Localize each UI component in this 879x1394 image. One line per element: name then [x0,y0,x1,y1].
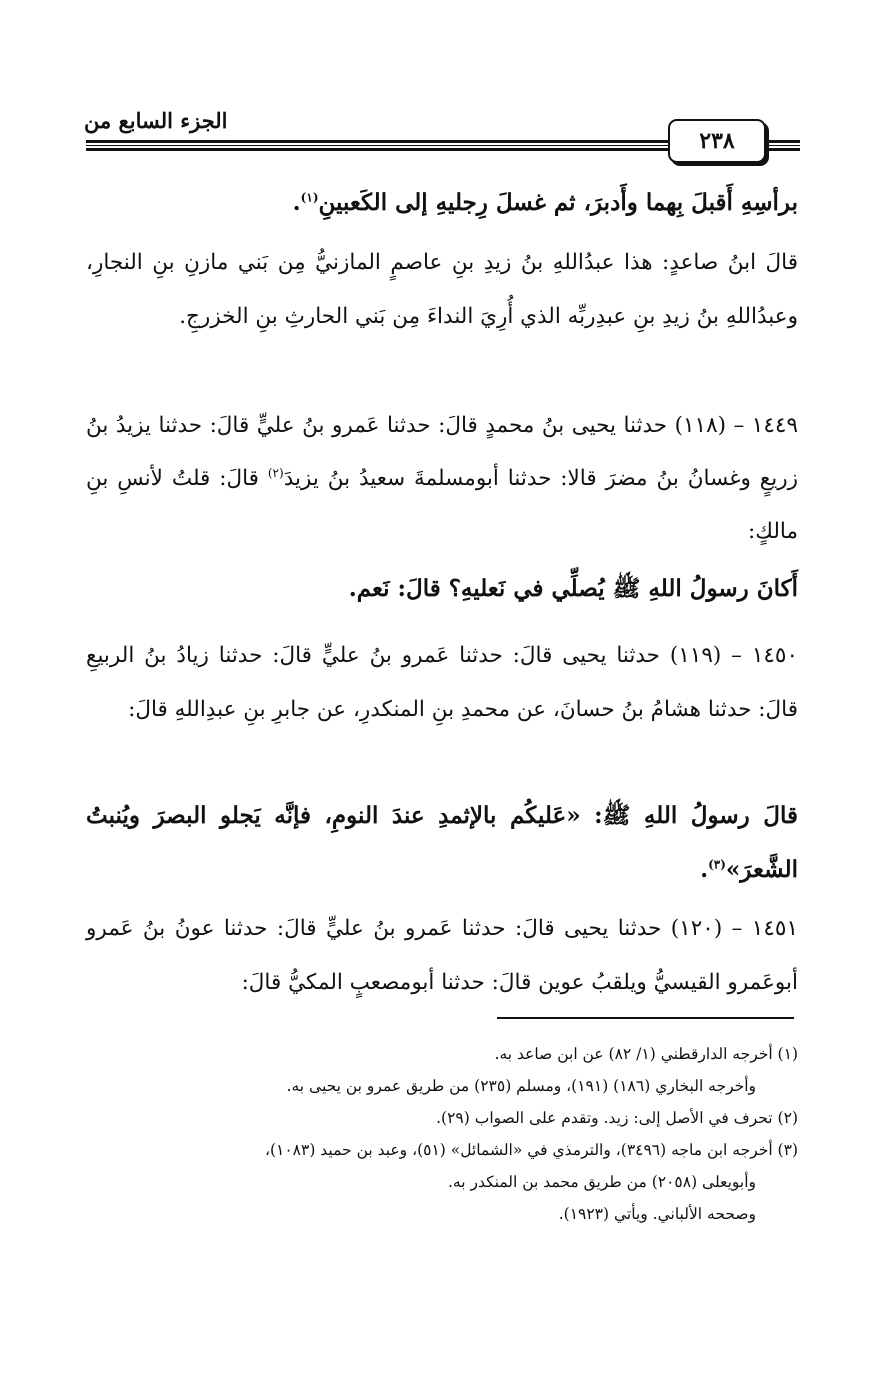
hadith-1449-text-end: قالَ: قلتُ لأنسِ بنِ مالكٍ: [86,466,798,544]
footnote-line: (٣) أخرجه ابن ماجه (٣٤٩٦)، والترمذي في «الشمائل» (٥١)، وعبد بن حميد (١٠٨٣)، [264,1141,798,1159]
footnote-line: وصححه الألباني. ويأتي (١٩٢٣). [558,1205,756,1223]
hadith-1449-matn: أَكانَ رسولُ اللهِ ﷺ يُصلِّي في نَعليهِ؟ قالَ: نَعم. [348,575,798,602]
footnote-ref: (٣) [708,857,726,872]
hadith-1450-matn [86,789,798,897]
footnote-ref: (٢) [267,465,284,480]
footnote-line: (٢) تحرف في الأصل إلى: زيد. وتقدم على الصواب (٢٩). [436,1109,798,1127]
paragraph-ibn-saed: قالَ ابنُ صاعدٍ: هذا عبدُاللهِ بنُ زيدِ بنِ عاصمٍ المازنيُّ مِن بَني مازنِ بنِ النجارِ، وعبدُاللهِ بنُ زيدِ بنِ عبدِربِّه الذي أُرِيَ النداءَ مِن بَني الحارثِ بنِ الخزرجِ. [86,250,798,329]
footnote-separator [497,1017,794,1019]
footnote-line: وأخرجه البخاري (١٨٦) (١٩١)، ومسلم (٢٣٥) من طريق عمرو بن يحيى به. [286,1077,756,1095]
page-number: ٢٣٨ [668,119,766,163]
footnotes [86,1038,798,1230]
hadith-1449-text: ١٤٤٩ – (١١٨) حدثنا يحيى بنُ محمدٍ قالَ: حدثنا عَمرو بنُ عليٍّ قالَ: حدثنا يزيدُ بنُ زريعٍ وغسانُ بنُ مضرَ قالا: حدثنا أبومسلمةَ سعيدُ بنُ يزيدَ [86,413,798,491]
footnote-line: (١) أخرجه الدارقطني (١/ ٨٢) عن ابن صاعد به. [494,1045,798,1063]
hadith-1449 [86,399,798,558]
running-header: الجزء السابع من [84,108,228,133]
intro-end: . [292,189,301,216]
footnote-ref: (١) [300,190,319,205]
kohl-end: . [700,856,709,883]
intro-text: برأسِهِ أَقبلَ بِهما وأَدبرَ، ثم غسلَ رِجليهِ إلى الكَعبينِ [318,189,798,216]
footnote-line: وأبويعلى (٢٠٥٨) من طريق محمد بن المنكدر به. [447,1173,756,1191]
kohl-text: قالَ رسولُ اللهِ ﷺ: «عَليكُم بالإثمدِ عندَ النومِ، فإنَّه يَجلو البصرَ ويُنبتُ الشَّعرَ» [86,802,798,883]
hadith-1451: ١٤٥١ – (١٢٠) حدثنا يحيى قالَ: حدثنا عَمرو بنُ عليٍّ قالَ: حدثنا عونُ بنُ عَمرو أبوعَمرو القيسيُّ ويلقبُ عوين قالَ: حدثنا أبومصعبٍ المكيُّ قالَ: [86,916,798,995]
hadith-1450: ١٤٥٠ – (١١٩) حدثنا يحيى قالَ: حدثنا عَمرو بنُ عليٍّ قالَ: حدثنا زيادُ بنُ الربيعِ قالَ: حدثنا هشامُ بنُ حسانَ، عن محمدِ بنِ المنكدرِ، عن جابرِ بنِ عبدِاللهِ قالَ: [86,643,799,722]
paragraph-intro [86,176,798,230]
